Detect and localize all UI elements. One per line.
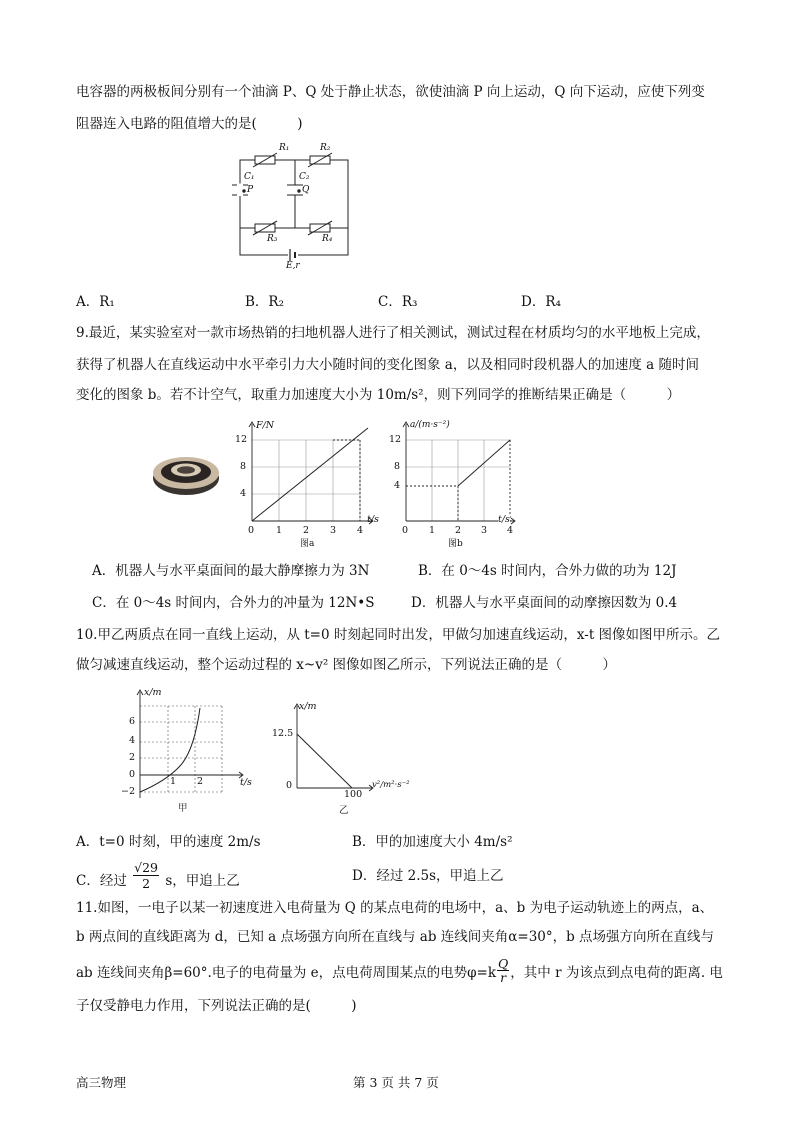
graph-jia-ytick-neg2: −2	[121, 786, 136, 797]
q11-text-line4: 子仅受静电力作用，下列说法正确的是( )	[76, 998, 357, 1014]
footer-subject: 高三物理	[76, 1075, 127, 1090]
q8-text-line2: 阻器连入电路的阻值增大的是( )	[76, 116, 303, 132]
graph-jia-xtick-2: 2	[197, 776, 204, 787]
q10-option-d: D．经过 2.5s，甲追上乙	[352, 868, 504, 884]
graph-a-ylabel: F/N	[256, 420, 275, 431]
graph-a-caption: 图a	[300, 539, 315, 549]
q9-option-d: D．机器人与水平桌面间的动摩擦因数为 0.4	[411, 595, 678, 611]
q9-option-c: C．在 0～4s 时间内，合外力的冲量为 12N•S	[92, 595, 375, 611]
graph-jia-caption: 甲	[178, 803, 188, 814]
graph-jia-ytick-4: 4	[129, 735, 136, 746]
graph-b-xtick-3: 3	[481, 525, 488, 536]
graph-yi-origin: 0	[286, 780, 293, 791]
graph-a-ytick-8: 8	[240, 461, 247, 472]
q10-option-c-denominator: 2	[142, 876, 151, 891]
q8-option-d: D．R₄	[521, 294, 561, 310]
q8-option-c: C．R₃	[378, 294, 418, 310]
graph-b-caption: 图b	[448, 539, 463, 549]
q10-text-line2: 做匀减速直线运动，整个运动过程的 x~v² 图像如图乙所示，下列说法正确的是（ ）	[76, 657, 617, 673]
graph-b-ytick-4: 4	[394, 480, 401, 491]
q8-text-line1: 电容器的两极板间分别有一个油滴 P、Q 处于静止状态，欲使油滴 P 向上运动，Q 向下运动，应使下列变	[76, 84, 705, 100]
graph-a-xtick-1: 1	[276, 525, 283, 536]
graph-a-xtick-3: 3	[330, 525, 337, 536]
q11-line3-prefix: ab 连线间夹角β=60°.电子的电荷量为 e，点电荷周围某点的电势φ=k	[76, 965, 497, 981]
graph-a-xtick-2: 2	[303, 525, 310, 536]
q9-graph-b	[386, 418, 516, 549]
q8-option-b: B．R₂	[245, 294, 284, 310]
graph-yi-ytick: 12.5	[272, 728, 294, 739]
graph-a-xtick-4: 4	[357, 525, 364, 536]
q8-circuit-diagram	[225, 140, 365, 280]
q10-option-c-fraction	[133, 860, 159, 891]
q10-option-a: A．t=0 时刻，甲的速度 2m/s	[76, 834, 261, 850]
q11-fraction-denominator: r	[500, 970, 507, 985]
q9-text-line3: 变化的图象 b。若不计空气，取重力加速度大小为 10m/s²，则下列同学的推断结果正确是（ ）	[76, 387, 681, 403]
graph-yi-ylabel: x/m	[299, 701, 317, 712]
q11-line3-suffix: ，其中 r 为该点到点电荷的距离. 电	[510, 965, 723, 981]
graph-b-ylabel: a/(m·s⁻²)	[410, 420, 450, 430]
q11-potential-fraction	[497, 957, 509, 984]
graph-b-xtick-4: 4	[507, 525, 514, 536]
graph-jia-xlabel: t/s	[240, 777, 252, 788]
q10-option-c-prefix: C．经过	[76, 873, 127, 889]
q10-option-c	[76, 860, 240, 897]
q8-option-a: A．R₁	[76, 294, 115, 310]
q9-graph-a	[232, 418, 382, 549]
c2-label: C₂	[299, 172, 310, 182]
graph-yi-caption: 乙	[339, 805, 349, 816]
r3-label: R₃	[267, 234, 278, 244]
graph-b-xtick-1: 1	[429, 525, 436, 536]
graph-b-xtick-0: 0	[402, 525, 409, 536]
q-label: Q	[302, 185, 310, 195]
q9-text-line2: 获得了机器人在直线运动中水平牵引力大小随时间的变化图象 a，以及相同时段机器人的加速度 a 随时间	[76, 357, 699, 373]
r1-label: R₁	[279, 143, 290, 153]
q11-text-line2: b 两点间的直线距离为 d，已知 a 点场强方向所在直线与 ab 连线间夹角α=30°，b 点场强方向所在直线与	[76, 929, 715, 945]
graph-jia-ytick-2: 2	[129, 752, 136, 763]
graph-b-xlabel: t/s	[498, 514, 510, 525]
q10-option-b: B．甲的加速度大小 4m/s²	[352, 834, 513, 850]
r4-label: R₄	[322, 234, 333, 244]
q10-option-c-suffix: s，甲追上乙	[165, 873, 240, 889]
footer-page-number: 第 3 页 共 7 页	[353, 1075, 439, 1090]
graph-jia-ylabel: x/m	[144, 687, 162, 698]
graph-yi-xlabel: v²/m²·s⁻²	[372, 780, 410, 790]
graph-yi-xtick: 100	[344, 789, 363, 800]
graph-b-ytick-8: 8	[394, 461, 401, 472]
c1-label: C₁	[244, 172, 255, 182]
er-label: E,r	[286, 261, 300, 271]
graph-a-ytick-12: 12	[235, 434, 248, 445]
graph-b-xtick-2: 2	[455, 525, 462, 536]
p-label: P	[247, 185, 254, 195]
graph-a-ytick-4: 4	[240, 488, 247, 499]
graph-jia-xtick-1: 1	[170, 776, 177, 787]
q11-fraction-numerator: Q	[498, 956, 509, 971]
q9-option-a: A．机器人与水平桌面间的最大静摩擦力为 3N	[92, 563, 370, 579]
q11-text-line1: 11.如图，一电子以某一初速度进入电荷量为 Q 的某点电荷的电场中，a、b 为电子运动轨迹上的两点，a、	[76, 900, 714, 916]
q9-text-line1: 9.最近，某实验室对一款市场热销的扫地机器人进行了相关测试，测试过程在材质均匀的水平地板上完成，	[76, 325, 710, 341]
q11-text-line3	[76, 956, 734, 987]
q9-option-b: B．在 0～4s 时间内，合外力做的功为 12J	[418, 563, 677, 579]
graph-jia-ytick-0: 0	[129, 769, 136, 780]
graph-a-xtick-0: 0	[248, 525, 255, 536]
graph-a-xlabel: t/s	[367, 514, 379, 525]
q10-graph-jia	[116, 686, 256, 816]
graph-b-ytick-12: 12	[389, 434, 402, 445]
graph-jia-ytick-6: 6	[129, 716, 136, 727]
q10-option-c-numerator: √29	[134, 860, 159, 875]
q10-text-line1: 10.甲乙两质点在同一直线上运动，从 t=0 时刻起同时出发，甲做匀加速直线运动，x-t 图像如图甲所示。乙	[76, 627, 721, 643]
robot-vacuum-image	[148, 448, 224, 498]
q10-graph-yi	[272, 700, 410, 818]
r2-label: R₂	[320, 143, 331, 153]
